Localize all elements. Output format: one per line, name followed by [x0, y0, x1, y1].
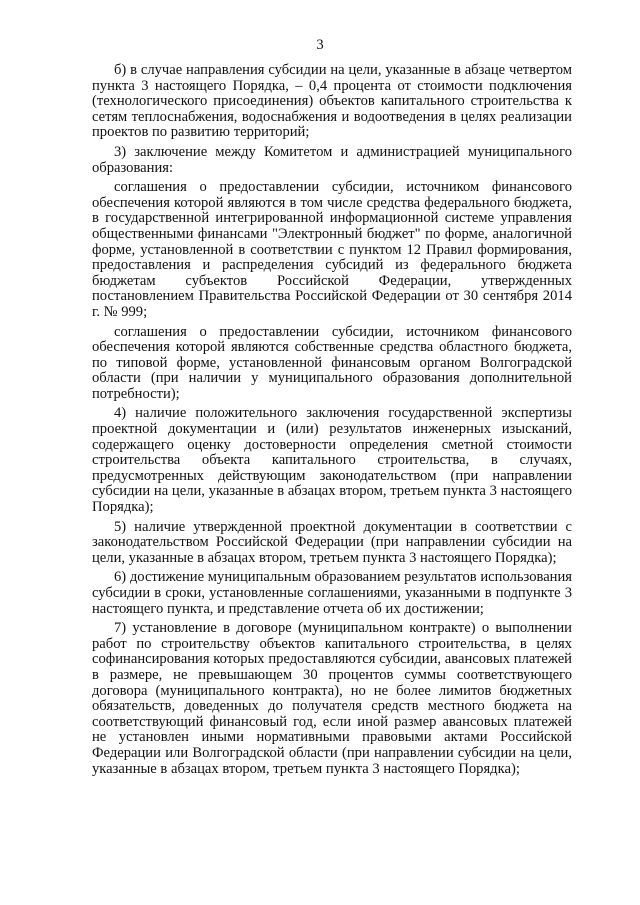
paragraph-7-advance-payments: 7) установление в договоре (муниципальном контракте) о выполнении работ по строительству объектов капитального строительства, в целях софинансирования которых предоставляются субсидии, авансовых платежей в размере, не превышающем 30 процентов суммы соответствующего договора (муниципального контракта), но не более лимитов бюджетных обязательств, доведенных до получателя средств местного бюджета на соответствующий финансовый год, если иной размер авансовых платежей не установлен иными нормативными правовыми актами Российской Федерации или Волгоградской области (при направлении субсидии на цели, указанные в абзацах втором, третьем пункта 3 настоящего Порядка);: [92, 620, 572, 777]
paragraph-5-project-docs: 5) наличие утвержденной проектной документации в соответствии с законодательством Российской Федерации (при направлении субсидии на цели, указанные в абзацах втором, третьем пункта 3 настоящего Порядка);: [92, 518, 572, 566]
paragraph-b-connection-cost: б) в случае направления субсидии на цели, указанные в абзаце четвертом пункта 3 настоящего Порядка, – 0,4 процента от стоимости подключения (технологического присоединения) объектов капитального строительства к сетям теплоснабжения, водоснабжения и водоотведения в целях реализации проектов по развитию территорий;: [92, 62, 572, 141]
paragraph-6-results: 6) достижение муниципальным образованием результатов использования субсидии в сроки, установленные соглашениями, указанными в подпункте 3 настоящего пункта, и представление отчета об их достижении;: [92, 569, 572, 617]
document-body: [92, 63, 572, 781]
paragraph-agreement-regional: соглашения о предоставлении субсидии, источником финансового обеспечения которой являются собственные средства областного бюджета, по типовой форме, установленной финансовым органом Волгоградской области (при наличии у муниципального образования дополнительной потребности);: [92, 323, 572, 402]
page-number: 3: [316, 37, 324, 53]
paragraph-4-expertise: 4) наличие положительного заключения государственной экспертизы проектной документации и (или) результатов инженерных изысканий, содержащего оценку достоверности определения сметной стоимости строительства объекта капитального строительства, в случаях, предусмотренных действующим законодательством (при направлении субсидии на цели, указанные в абзацах втором, третьем пункта 3 настоящего Порядка);: [92, 405, 572, 516]
paragraph-3-agreement: 3) заключение между Комитетом и администрацией муниципального образования:: [92, 143, 572, 176]
paragraph-agreement-federal: соглашения о предоставлении субсидии, источником финансового обеспечения которой являются в том числе средства федерального бюджета, в государственной интегрированной информационной системе управления общественными финансами "Электронный бюджет" по форме, аналогичной форме, установленной в соответствии с пунктом 12 Правил формирования, предоставления и распределения субсидий из федерального бюджета бюджетам субъектов Российской Федерации, утвержденных постановлением Правительства Российской Федерации от 30 сентября 2014 г. № 999;: [92, 179, 572, 320]
